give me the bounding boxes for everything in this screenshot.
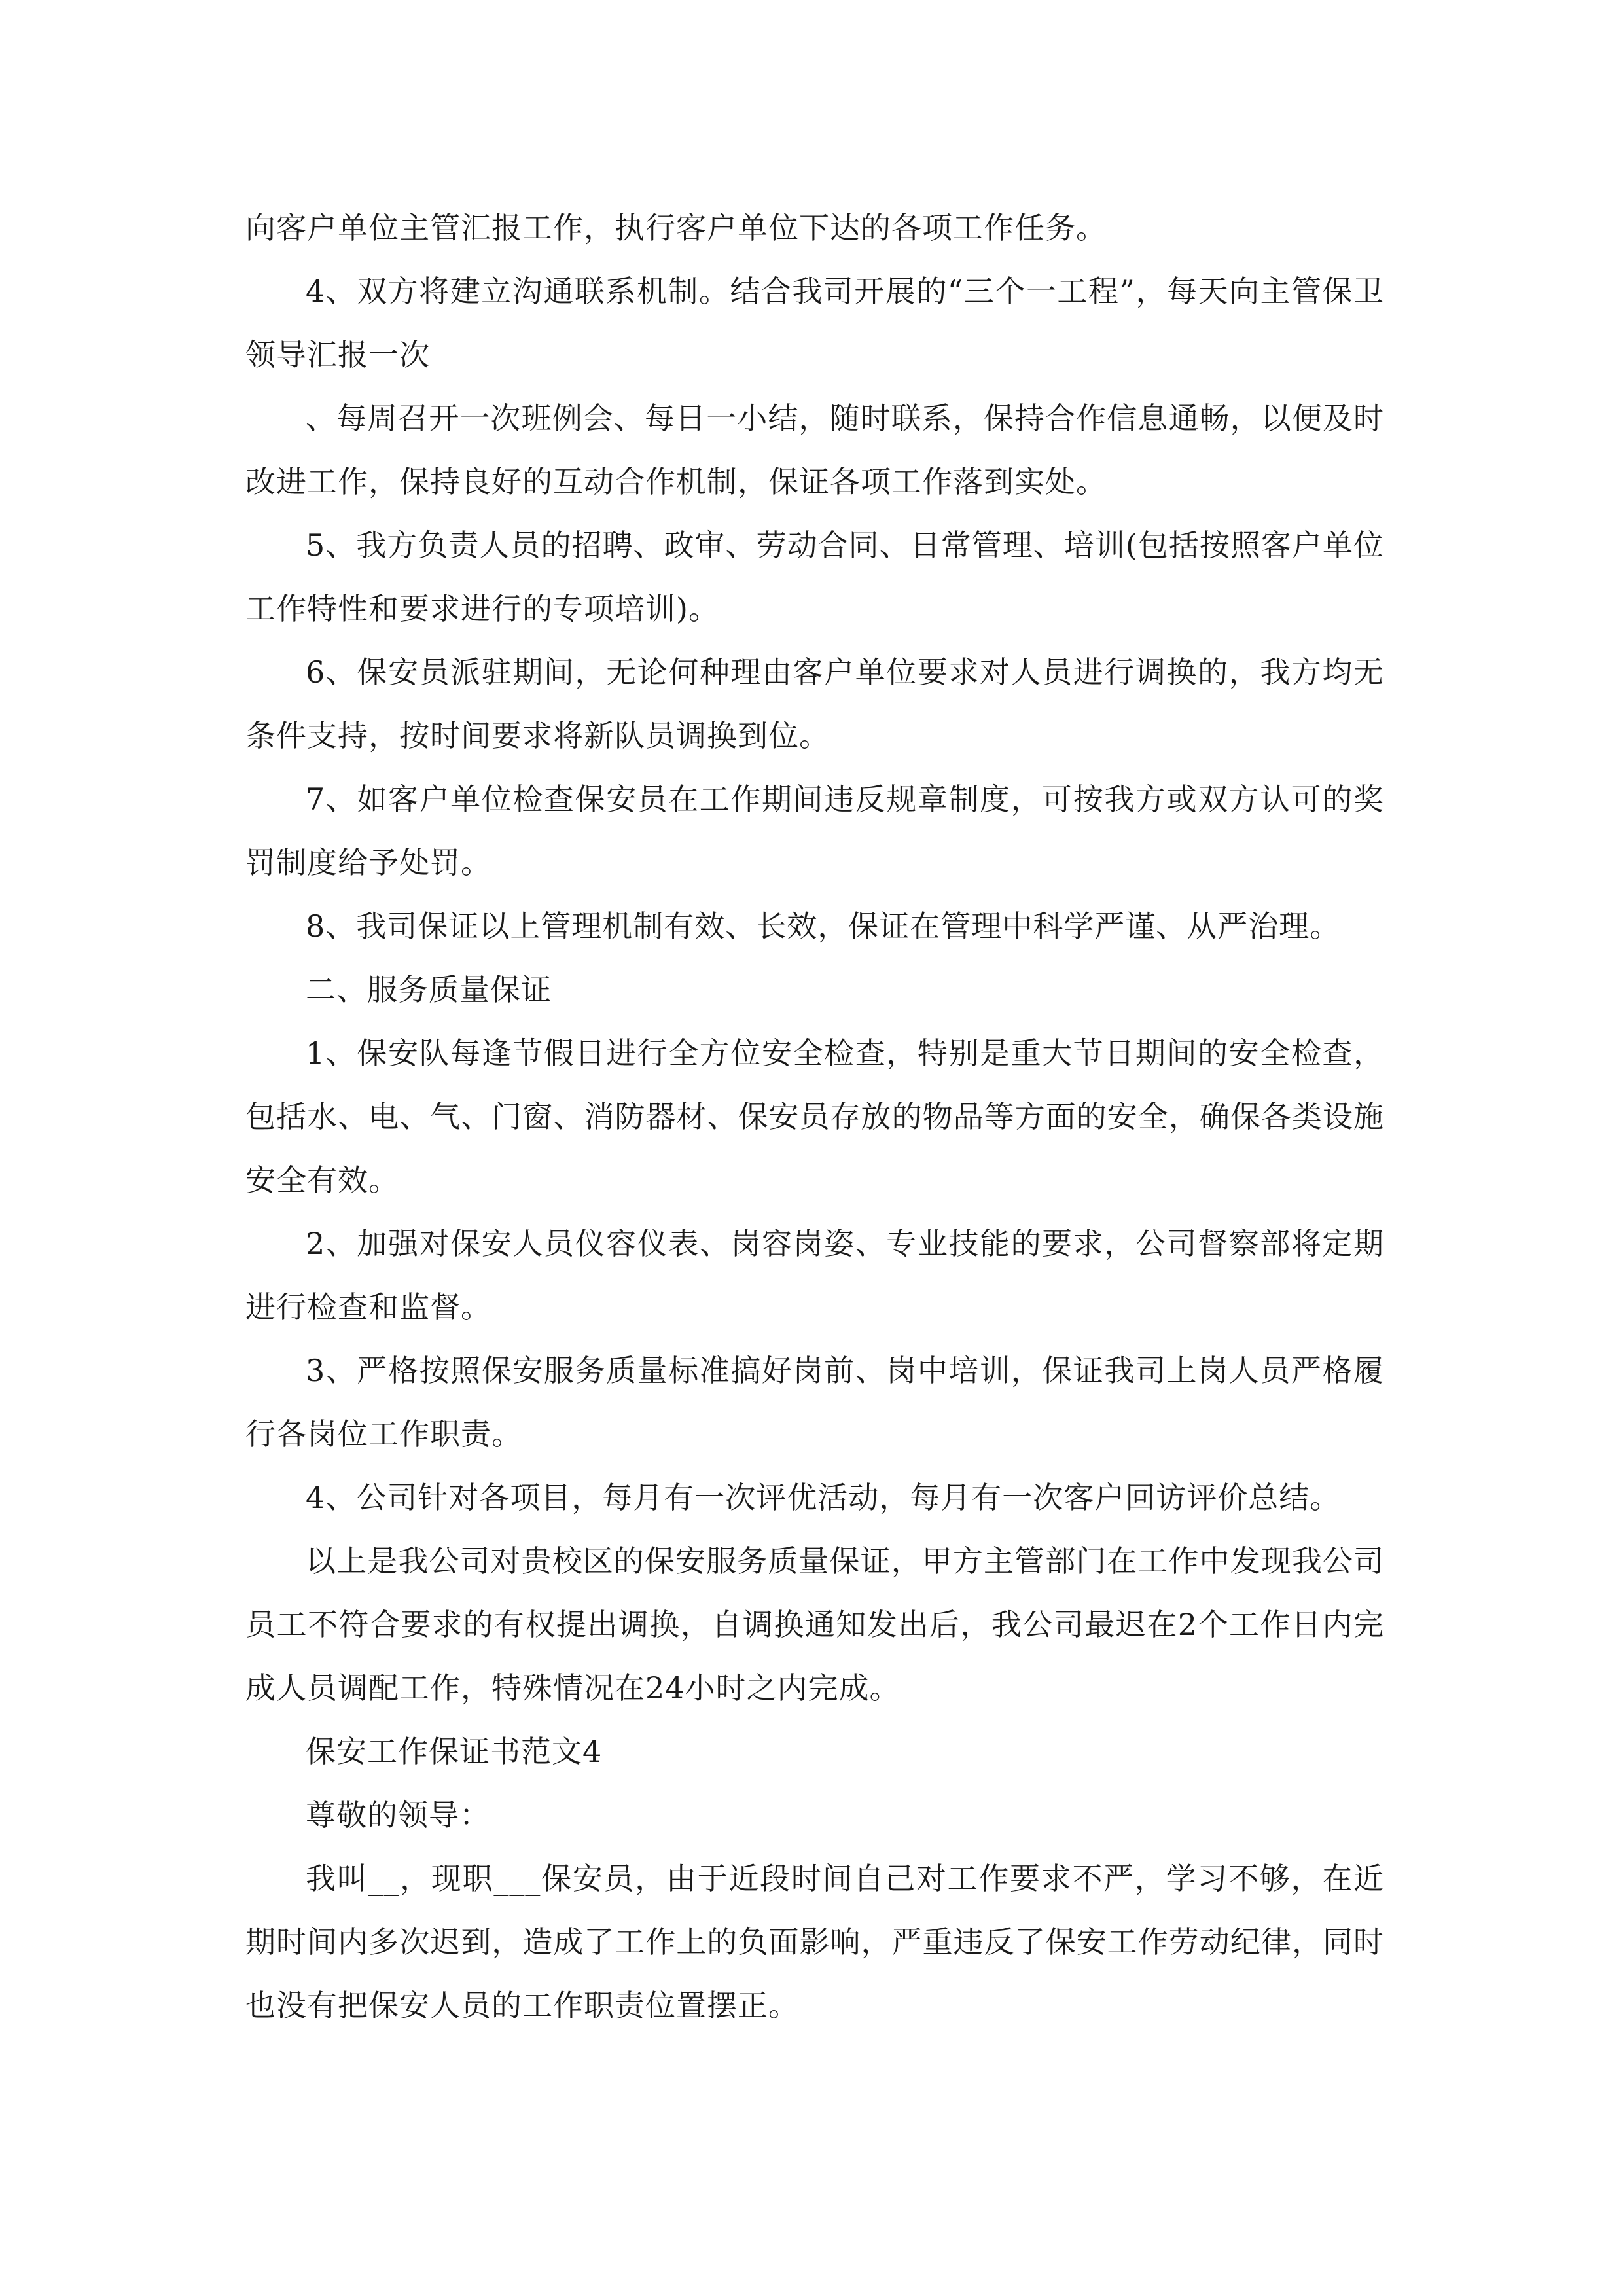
paragraph: 我叫__，现职___保安员，由于近段时间自己对工作要求不严，学习不够，在近期时间内多次迟到，造成了工作上的负面影响，严重违反了保安工作劳动纪律，同时也没有把保安人员的工作职责位置摆正。 xyxy=(245,1861,1384,2023)
paragraph: 4、双方将建立沟通联系机制。结合我司开展的“三个一工程”，每天向主管保卫领导汇报一次 xyxy=(245,274,1384,372)
section-heading: 二、服务质量保证 xyxy=(306,972,552,1007)
paragraph: 以上是我公司对贵校区的保安服务质量保证，甲方主管部门在工作中发现我公司员工不符合要求的有权提出调换，自调换通知发出后，我公司最迟在2个工作日内完成人员调配工作，特殊情况在24小时之内完成。 xyxy=(245,1543,1384,1706)
section-title: 保安工作保证书范文4 xyxy=(306,1734,603,1769)
paragraph: 1、保安队每逢节假日进行全方位安全检查，特别是重大节日期间的安全检查，包括水、电、气、门窗、消防器材、保安员存放的物品等方面的安全，确保各类设施安全有效。 xyxy=(245,1035,1384,1198)
paragraph: 6、保安员派驻期间，无论何种理由客户单位要求对人员进行调换的，我方均无条件支持，按时间要求将新队员调换到位。 xyxy=(245,655,1384,753)
document-body xyxy=(245,196,1384,2037)
paragraph: 8、我司保证以上管理机制有效、长效，保证在管理中科学严谨、从严治理。 xyxy=(306,908,1341,944)
paragraph: 5、我方负责人员的招聘、政审、劳动合同、日常管理、培训(包括按照客户单位工作特性和要求进行的专项培训)。 xyxy=(245,528,1384,626)
paragraph: 4、公司针对各项目，每月有一次评优活动，每月有一次客户回访评价总结。 xyxy=(306,1480,1341,1515)
paragraph: 2、加强对保安人员仪容仪表、岗容岗姿、专业技能的要求，公司督察部将定期进行检查和监督。 xyxy=(245,1226,1384,1325)
salutation: 尊敬的领导： xyxy=(306,1797,490,1833)
paragraph: 向客户单位主管汇报工作，执行客户单位下达的各项工作任务。 xyxy=(245,210,1107,245)
paragraph: 7、如客户单位检查保安员在工作期间违反规章制度，可按我方或双方认可的奖罚制度给予处罚。 xyxy=(245,781,1384,880)
paragraph: 3、严格按照保安服务质量标准搞好岗前、岗中培训，保证我司上岗人员严格履行各岗位工作职责。 xyxy=(245,1353,1384,1452)
paragraph: 、每周召开一次班例会、每日一小结，随时联系，保持合作信息通畅，以便及时改进工作，保持良好的互动合作机制，保证各项工作落到实处。 xyxy=(245,401,1384,499)
